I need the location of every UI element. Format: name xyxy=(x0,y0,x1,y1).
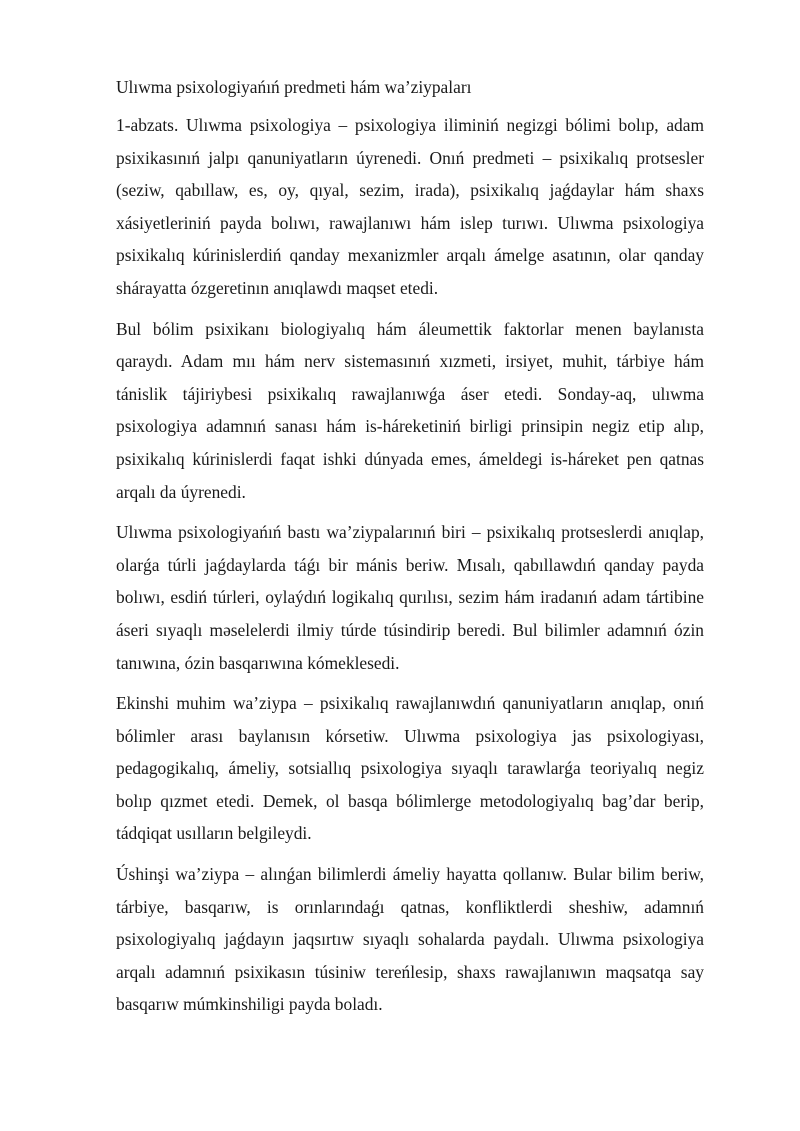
paragraph-5: Úshinşi wa’ziypa – alınǵan bilimlerdi ámeliy hayatta qollanıw. Bular bilim beriw, tárbiye, basqarıw, is orınlarındaǵı qatnas, konfliktlerdi sheshiw, adamnıń psixologiyalıq jaǵdayın jaqsırtıw sıyaqlı sohalarda paydalı. Ulıwma psixologiya arqalı adamnıń psixikasın túsiniw tereńlesip, shaxs rawajlanıwın maqsatqa say basqarıw múmkinshiligi payda boladı. xyxy=(116,864,704,1015)
paragraph-3: Ulıwma psixologiyańıń bastı wa’ziypalarınıń biri – psixikalıq protseslerdi anıqlap, olarǵa túrli jaǵdaylarda táǵı bir mánis beriw. Mısalı, qabıllawdıń qanday payda bolıwı, esdiń túrleri, oylaýdıń logikalıq qurılısı, sezim hám iradanıń adam tártibine áseri sıyaqlı məselelerdi ilmiy túrde túsindirip beredi. Bul bilimler adamnıń ózin tanıwına, ózin basqarıwına kómeklesedi. xyxy=(116,522,704,673)
document-title: Ulıwma psixologiyańıń predmeti hám wa’ziypaları xyxy=(116,77,472,97)
paragraph-4: Ekinshi muhim wa’ziypa – psixikalıq rawajlanıwdıń qanuniyatların anıqlap, onıń bólimler arası baylanısın kórsetiw. Ulıwma psixologiya jas psixologiyası, pedagogikalıq, ámeliy, sotsiallıq psixologiya sıyaqlı tarawlarǵa teoriyalıq negiz bolıp qızmet etedi. Demek, ol basqa bólimlerge metodologiyalıq bag’dar berip, tádqiqat usılların belgileydi. xyxy=(116,693,704,844)
paragraph-1: 1-abzats. Ulıwma psixologiya – psixologiya iliminiń negizgi bólimi bolıp, adam psixikasınıń jalpı qanuniyatların úyrenedi. Onıń predmeti – psixikalıq protsesler (seziw, qabıllaw, es, oy, qıyal, sezim, irada), psixikalıq jaǵdaylar hám shaxs xásiyetleriniń payda bolıwı, rawajlanıwı hám islep turıwı. Ulıwma psixologiya psixikalıq kúrinislerdiń qanday mexanizmler arqalı ámelge asatının, olar qanday shárayatta ózgeretinın anıqlawdı maqset etedi. xyxy=(116,115,704,298)
paragraph-2: Bul bólim psixikanı biologiyalıq hám áleumettik faktorlar menen baylanısta qaraydı. Adam mıı hám nerv sistemasınıń xızmeti, irsiyet, muhit, tárbiye hám tánislik tájiriybesi psixikalıq rawajlanıwǵa áser etedi. Sonday-aq, ulıwma psixologiya adamnıń sanası hám is-háreketiniń birligi prinsipin negiz etip alıp, psixikalıq kúrinislerdi faqat ishki dúnyada emes, ámeldegi is-háreket pen qatnas arqalı da úyrenedi. xyxy=(116,318,704,502)
document-page xyxy=(116,75,704,1029)
